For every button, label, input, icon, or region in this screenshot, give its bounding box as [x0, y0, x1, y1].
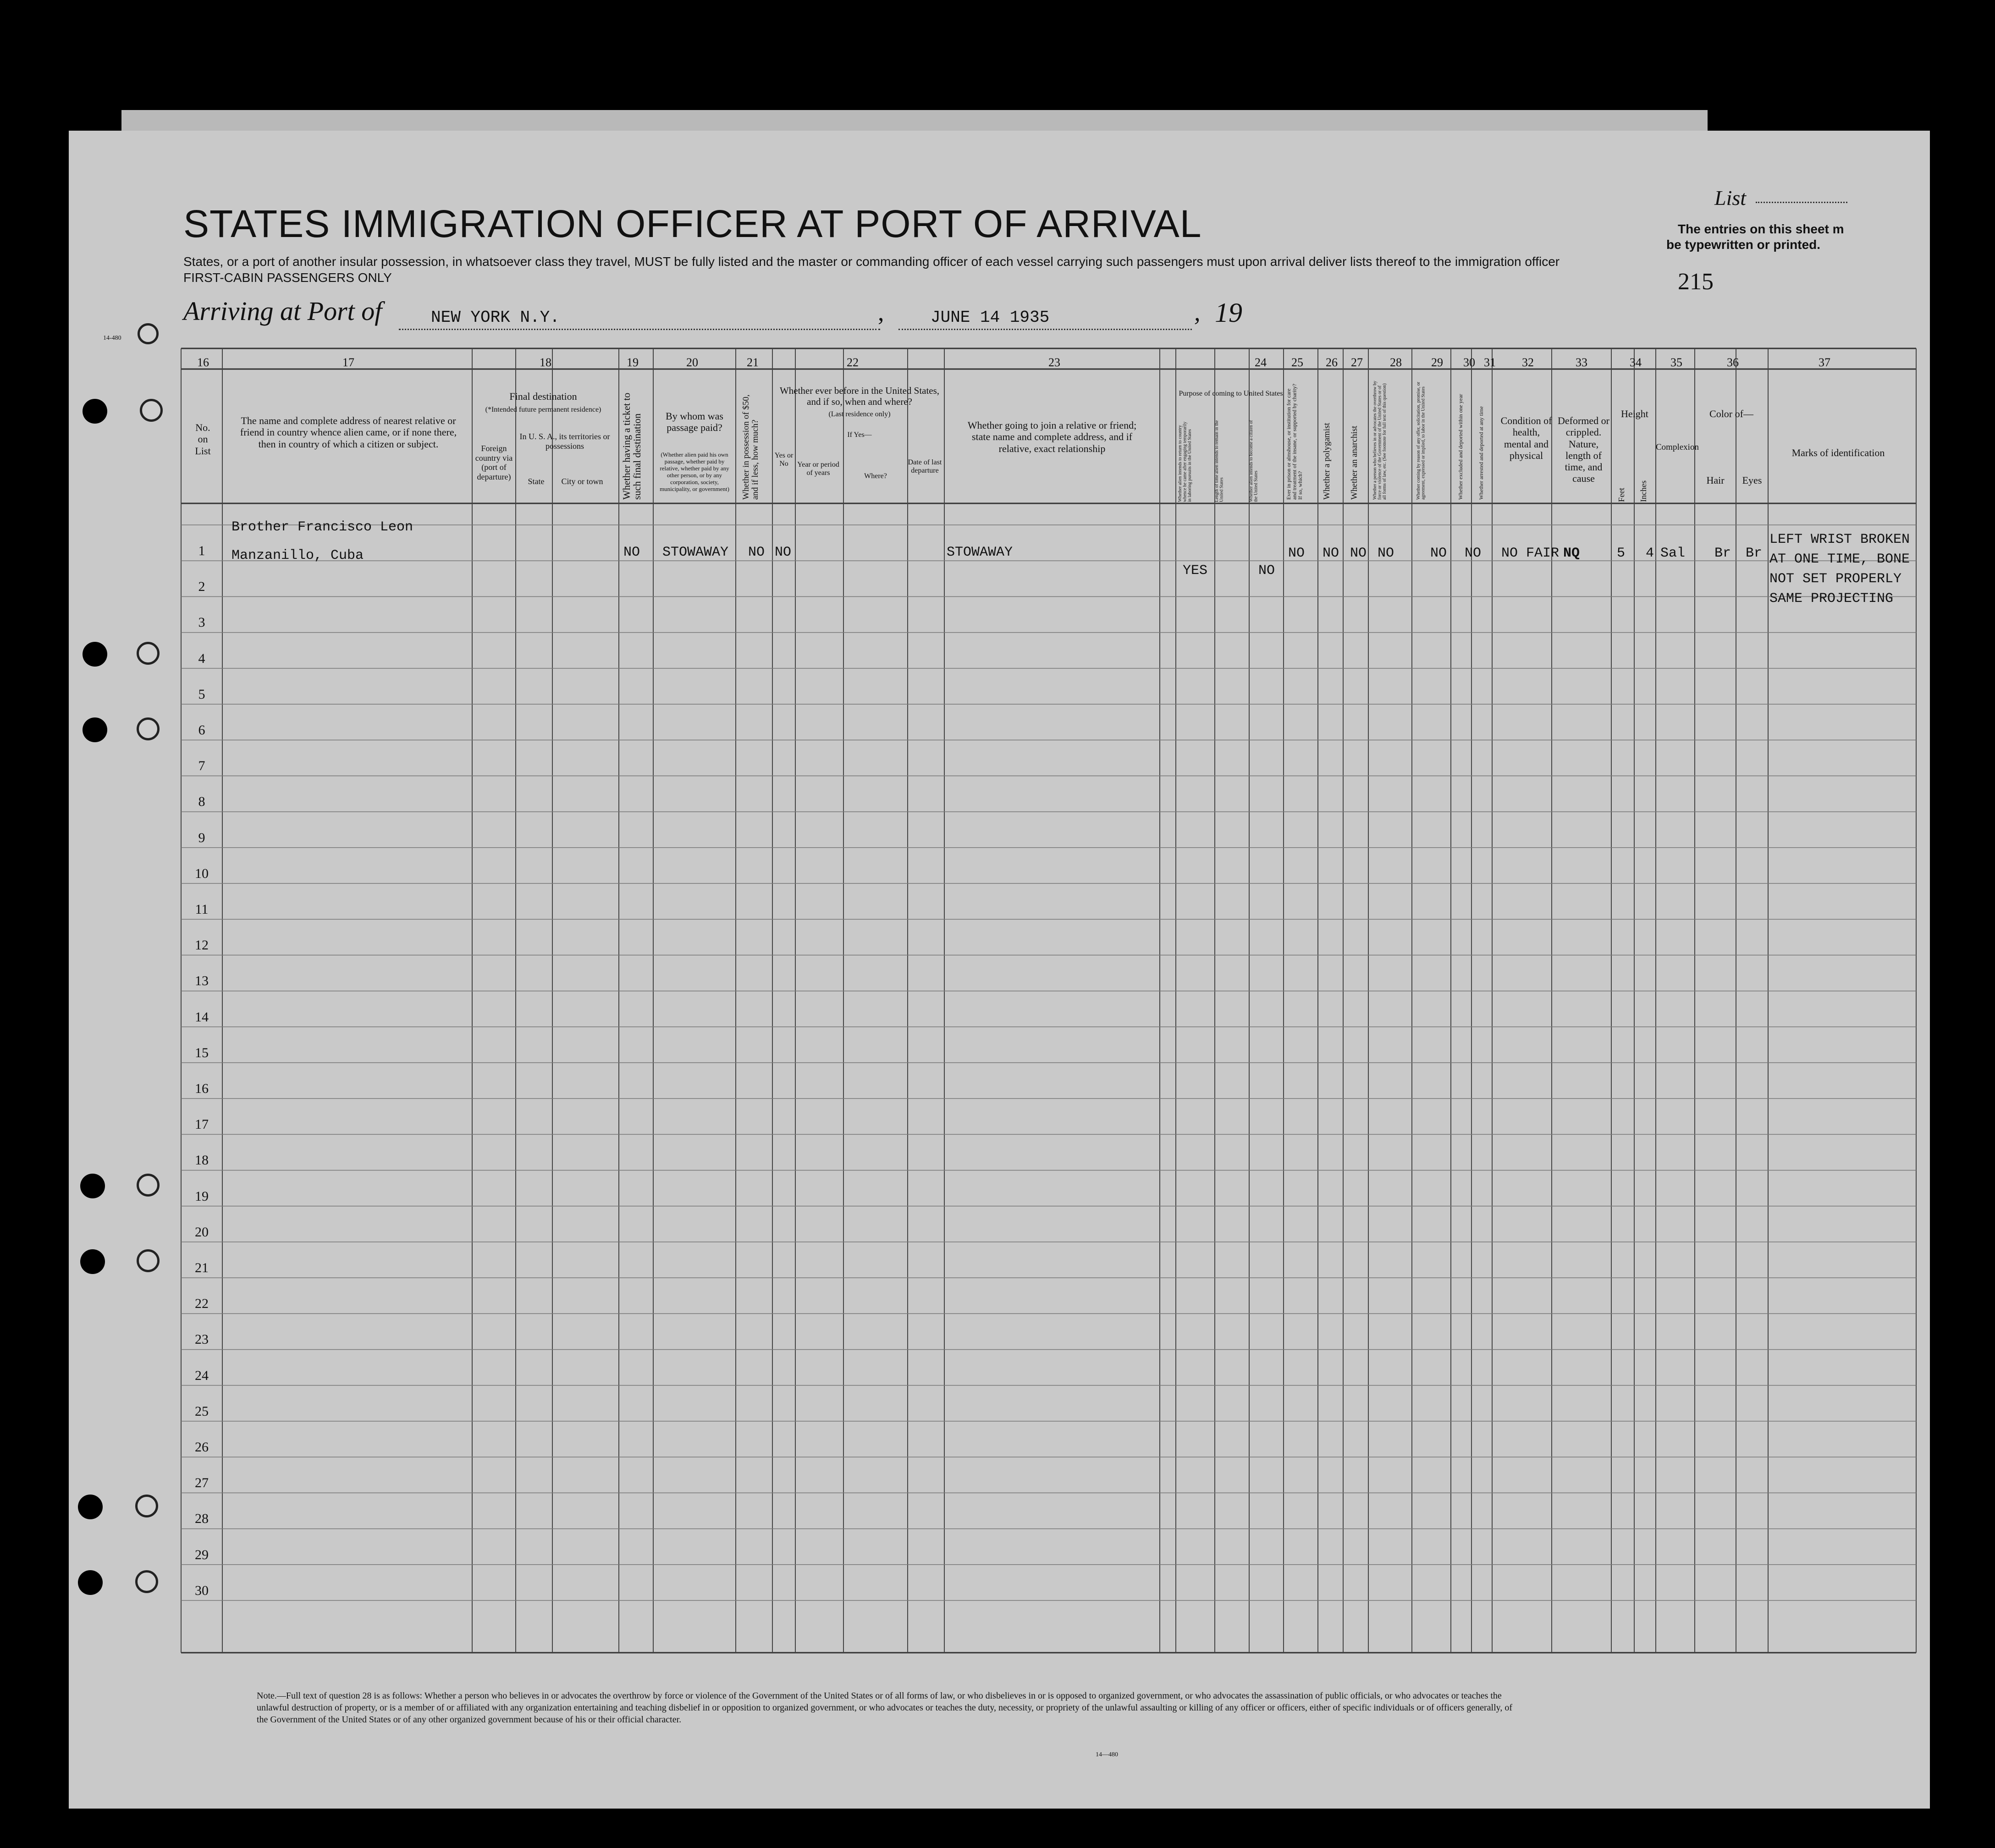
- row1-citizen-intent: NO: [1258, 563, 1275, 579]
- colnum-27: 27: [1351, 356, 1363, 369]
- row1-marks-line4: SAME PROJECTING: [1769, 591, 1894, 607]
- col17-header: The name and complete address of nearest relative or friend in country whence alien came, or if none there, then in country of which a citizen or subject.: [240, 415, 457, 450]
- colnum-17: 17: [342, 356, 354, 369]
- row1-joining: STOWAWAY: [947, 545, 1013, 560]
- col22-year: Year or period of years: [797, 461, 839, 477]
- row-number: 24: [195, 1368, 209, 1383]
- col34-title: Height: [1621, 408, 1648, 419]
- row1-overthrow: NO: [1378, 546, 1394, 561]
- colnum-18: 18: [540, 356, 551, 369]
- col22-where: Where?: [864, 472, 887, 480]
- row-number: 17: [195, 1117, 209, 1132]
- col18-city: City or town: [561, 477, 603, 486]
- row-number: 6: [198, 723, 205, 738]
- col31-header: Whether arrested and deported at any time: [1478, 406, 1484, 500]
- colnum-28: 28: [1390, 356, 1402, 369]
- row-number: 16: [195, 1081, 209, 1096]
- binder-ring: [137, 717, 160, 740]
- col16-header: No. on List: [195, 422, 211, 457]
- row1-relative-line1: Brother Francisco Leon: [231, 519, 413, 535]
- col18-title: Final destination: [509, 391, 577, 402]
- colnum-23: 23: [1048, 356, 1060, 369]
- row-number: 5: [198, 686, 205, 702]
- col26-header: Whether a polygamist: [1322, 423, 1332, 500]
- sheet-note-1: The entries on this sheet m: [1678, 222, 1844, 236]
- col29-header: Whether coming by reason of any offer, solicitation, promise, or agreement, expressed or implied, to labor in the United States: [1416, 381, 1426, 500]
- col34-inches: Inches: [1639, 480, 1648, 502]
- row1-polygamist: NO: [1323, 546, 1339, 561]
- col24-b: Length of time alien intends to remain in the United States: [1214, 419, 1224, 502]
- colnum-21: 21: [747, 356, 759, 369]
- col21-header: Whether in possession of $50, and if less, how much?: [741, 392, 760, 500]
- row-number: 2: [198, 579, 205, 595]
- binder-ring: [135, 1495, 158, 1517]
- row-number: 27: [195, 1475, 209, 1491]
- date-underline: [898, 329, 1192, 330]
- row-number: 23: [195, 1332, 209, 1347]
- colnum-33: 33: [1576, 356, 1587, 369]
- row-number: 13: [195, 973, 209, 989]
- binder-hole: [78, 1570, 103, 1595]
- col36-title: Color of—: [1709, 408, 1753, 419]
- row1-marks-line1: LEFT WRIST BROKEN: [1769, 532, 1910, 547]
- form-subtitle: States, or a port of another insular possession, in whatsoever class they travel, MUST be fully listed and the master or commanding officer of each vessel carrying such passengers must upon arrival deliver lists thereof to the immigration officer: [183, 254, 1560, 269]
- row1-hair: Br: [1714, 546, 1731, 561]
- col22-yesno: Yes or No: [774, 452, 794, 468]
- binder-ring: [137, 642, 160, 665]
- col28-header: Whether a person who believes in or advocates the overthrow by force or violence of the Government of the United States or of all forms of law, etc. (See footnote for full text of this question): [1372, 380, 1387, 500]
- col25-header: Ever in prison or almshouse, or institution for care and treatment of the insane, or supported by charity? If so, which?: [1285, 382, 1304, 500]
- binder-ring: [137, 1174, 160, 1197]
- row-number: 1: [198, 543, 205, 558]
- port-field: NEW YORK N.Y.: [431, 308, 560, 327]
- colnum-35: 35: [1670, 356, 1682, 369]
- colnum-32: 32: [1522, 356, 1534, 369]
- binder-ring: [138, 323, 159, 344]
- footnote: Note.—Full text of question 28 is as follows: Whether a person who believes in or advocates the overthrow by force or violence of the Government of the United States or of all forms of law, or who disbelieves in or is opposed to organized government, or who advocates the assassination of public officials, or who advocates or teaches the unlawful destruction of property, or is a member of or affiliated with any organization entertaining and teaching disbelief in or opposition to organized government, or who advocates or teaches the duty, necessity, or propriety of the unlawful assaulting or killing of any officer or officers, either of specific individuals or of officers generally, of the Government of the United States or of any other organized government because of his or their official character.: [257, 1691, 1512, 1725]
- colnum-29: 29: [1431, 356, 1443, 369]
- row1-labor-offer: NO: [1430, 546, 1447, 561]
- row-number: 12: [195, 938, 209, 953]
- colnum-30: 30: [1463, 356, 1475, 369]
- arrival-date: JUNE 14 1935: [931, 308, 1050, 327]
- col22-title: Whether ever before in the United States, and if so, when and where?: [779, 385, 940, 408]
- colnum-34: 34: [1630, 356, 1642, 369]
- row-number: 10: [195, 866, 209, 881]
- row-number: 19: [195, 1188, 209, 1204]
- list-label: List: [1714, 186, 1747, 210]
- row1-eyes: Br: [1746, 546, 1763, 561]
- col20-note: (Whether alien paid his own passage, whether paid by relative, whether paid by any other person, or by any corporation, society, municipality, or government): [660, 451, 729, 492]
- colnum-37: 37: [1819, 356, 1830, 369]
- row1-ever-in-us: NO: [775, 545, 792, 560]
- col19-header: Whether having a ticket to such final destination: [621, 390, 643, 500]
- class-line: FIRST-CABIN PASSENGERS ONLY: [183, 270, 392, 285]
- form-title: STATES IMMIGRATION OFFICER AT PORT OF ARRIVAL: [183, 202, 1202, 245]
- row1-return-intent: YES: [1183, 563, 1208, 579]
- colnum-22: 22: [847, 356, 859, 369]
- colnum-25: 25: [1291, 356, 1303, 369]
- col27-header: Whether an anarchist: [1350, 425, 1359, 500]
- col33-header: Deformed or crippled. Nature, length of time, and cause: [1557, 415, 1609, 485]
- row-number: 9: [198, 830, 205, 845]
- row-number: 30: [195, 1583, 209, 1598]
- col24-title: Purpose of coming to United States: [1179, 390, 1283, 397]
- row1-marks-line3: NOT SET PROPERLY: [1769, 571, 1902, 587]
- col32-header: Condition of health, mental and physical: [1500, 415, 1552, 461]
- col36-eyes: Eyes: [1742, 474, 1762, 486]
- col22-note: (Last residence only): [828, 410, 891, 418]
- row1-has50: NO: [748, 545, 765, 560]
- binder-hole: [83, 642, 107, 667]
- row1-ticket: NO: [623, 545, 640, 560]
- row-number: 22: [195, 1296, 209, 1312]
- list-underline: [1756, 202, 1847, 203]
- row-number: 15: [195, 1045, 209, 1060]
- row1-height-inches: 4: [1646, 546, 1654, 561]
- row-number: 18: [195, 1153, 209, 1168]
- row-number: 7: [198, 758, 205, 774]
- row1-excluded: NO: [1465, 546, 1482, 561]
- row1-condition: NO FAIR: [1501, 546, 1560, 561]
- row1-passage: STOWAWAY: [662, 545, 729, 560]
- comma-2: ,: [1194, 298, 1201, 326]
- col18-note: (*Intended future permanent residence): [485, 406, 601, 414]
- row-number: 28: [195, 1511, 209, 1527]
- col22-ifyes: If Yes—: [847, 431, 872, 439]
- binder-ring: [137, 1249, 160, 1272]
- binder-hole: [83, 717, 107, 742]
- col24-a: Whether alien intends to return to country whence he came after engaging temporarily in laboring pursuits in the United States: [1178, 420, 1192, 502]
- form-code: 14-480: [103, 335, 121, 342]
- col37-header: Marks of identification: [1791, 447, 1885, 458]
- binder-hole: [78, 1495, 103, 1519]
- col18-usa: In U. S. A., its territories or possessions: [519, 432, 610, 451]
- colnum-16: 16: [197, 356, 209, 369]
- arriving-label: Arriving at Port of: [183, 296, 382, 326]
- colnum-24: 24: [1255, 356, 1267, 369]
- colnum-19: 19: [627, 356, 639, 369]
- col18-state: State: [528, 477, 545, 486]
- row1-marks-line2: AT ONE TIME, BONE: [1769, 552, 1910, 567]
- binder-ring: [140, 399, 163, 422]
- binder-hole: [80, 1249, 105, 1274]
- row1-anarchist: NO: [1350, 546, 1367, 561]
- binder-hole: [80, 1174, 105, 1198]
- row-number: 14: [195, 1009, 209, 1025]
- col35-header: Complexion: [1656, 442, 1699, 452]
- page-number: 215: [1678, 269, 1714, 295]
- colnum-31: 31: [1484, 356, 1496, 369]
- row-number: 20: [195, 1224, 209, 1240]
- row1-deformed: NQ: [1563, 546, 1580, 561]
- row1-height-feet: 5: [1617, 546, 1626, 561]
- row1-prison: NO: [1288, 546, 1305, 561]
- row-number: 29: [195, 1547, 209, 1562]
- col22-date: Date of last departure: [908, 458, 942, 475]
- col34-feet: Feet: [1617, 488, 1626, 502]
- binder-hole: [83, 399, 107, 424]
- colnum-26: 26: [1326, 356, 1338, 369]
- col18-foreign: Foreign country via (port of departure): [475, 444, 513, 482]
- comma-1: ,: [878, 298, 884, 326]
- colnum-36: 36: [1727, 356, 1739, 369]
- binder-ring: [135, 1570, 158, 1593]
- row1-complexion: Sal: [1660, 546, 1686, 561]
- col30-header: Whether excluded and deported within one year: [1457, 394, 1464, 500]
- footnote-code: 14—480: [1096, 1751, 1118, 1758]
- sheet-note-2: be typewritten or printed.: [1666, 237, 1821, 252]
- col20-title: By whom was passage paid?: [666, 410, 723, 434]
- col24-c: Whether alien intends to become a citizen of the United States: [1249, 419, 1259, 502]
- row-number: 8: [198, 794, 205, 810]
- row-number: 3: [198, 615, 205, 630]
- port-underline: [399, 329, 880, 330]
- row-number: 11: [195, 902, 209, 917]
- row1-relative-line2: Manzanillo, Cuba: [231, 548, 364, 563]
- colnum-20: 20: [686, 356, 698, 369]
- col36-hair: Hair: [1706, 474, 1725, 486]
- row-number: 4: [198, 651, 205, 666]
- col23-header: Whether going to join a relative or friend; state name and complete address, and if relative, exact relationship: [967, 419, 1137, 454]
- row-number: 26: [195, 1440, 209, 1455]
- row-number: 25: [195, 1403, 209, 1419]
- year-prefix: 19: [1215, 298, 1242, 328]
- row-number: 21: [195, 1260, 209, 1275]
